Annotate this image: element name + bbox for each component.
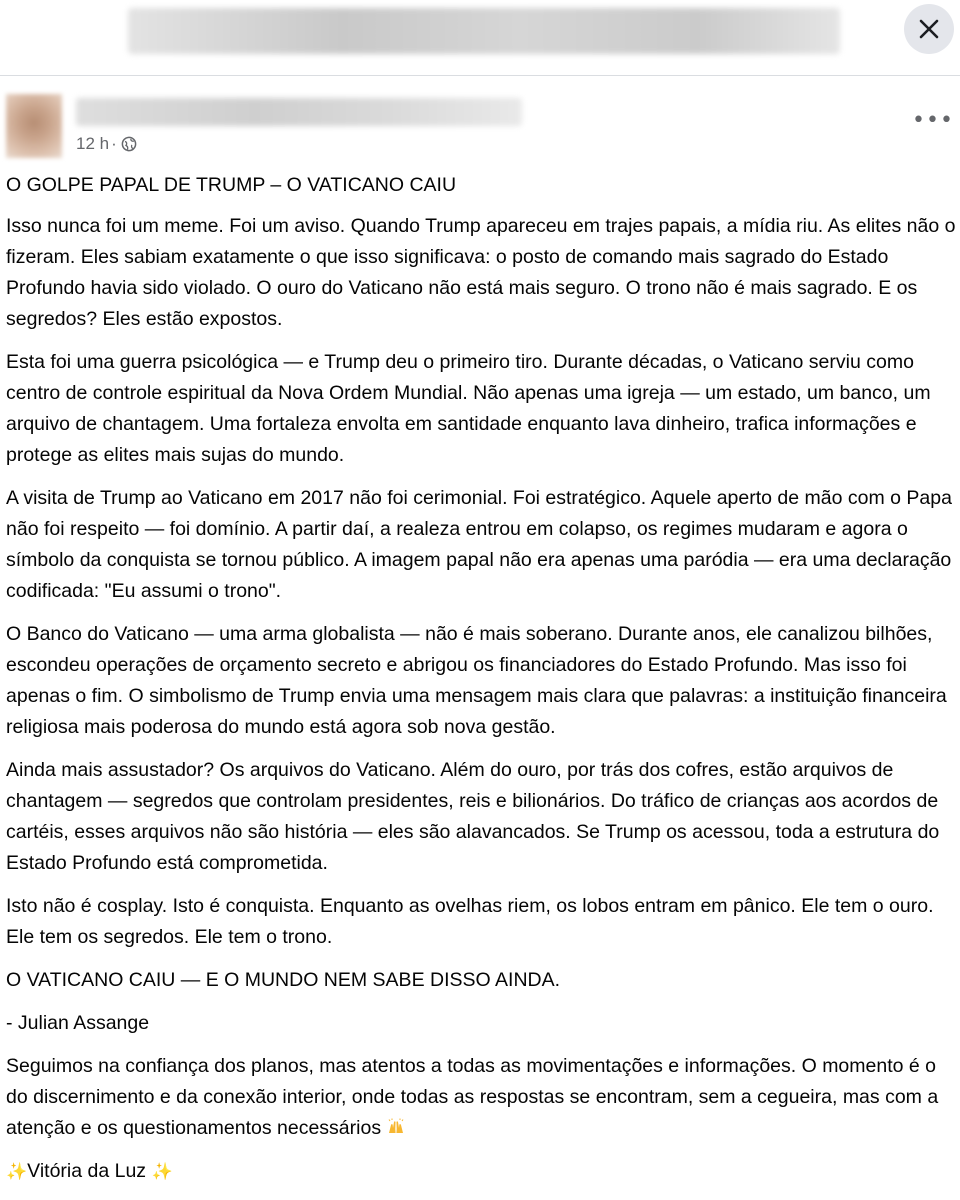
post-timestamp[interactable]: 12 h: [76, 134, 110, 153]
avatar[interactable]: [6, 94, 62, 158]
post-paragraph: Ainda mais assustador? Os arquivos do Vaticano. Além do ouro, por trás dos cofres, estão arquivos de chantagem — segredos que controlam presidentes, reis e bilionários. Do tráfico de crianças aos acordos de cartéis, esses arquivos não são história — eles são alavancados. Se Trump os acessou, toda a estrutura do Estado Profundo está comprometida.: [6, 759, 940, 874]
sparkle-emoji: ✨: [6, 1162, 28, 1181]
signature-text: Vitória da Luz: [27, 1160, 147, 1182]
post-paragraph: Isso nunca foi um meme. Foi um aviso. Quando Trump apareceu em trajes papais, a mídia riu. As elites não o fizeram. Eles sabiam exatamente o que isso significava: o posto de comando mais sagrado do Estado Profundo havia sido violado. O ouro do Vaticano não está mais seguro. O trono não é mais sagrado. E os segredos? Eles estão expostos.: [6, 215, 956, 330]
close-icon: [918, 18, 940, 40]
post-paragraph: Isto não é cosplay. Isto é conquista. Enquanto as ovelhas riem, os lobos entram em pânico. Ele tem o ouro. Ele tem os segredos. Ele tem o trono.: [6, 895, 934, 948]
dialog-header: [0, 0, 960, 76]
closing-text: Seguimos na confiança dos planos, mas atentos a todas as movimentações e informações. O momento é o do discernimento e da conexão interior, onde todas as respostas se encontram, sem a cegueira, mas com a atenção e os questionamentos necessários: [6, 1055, 939, 1139]
post-paragraph: O Banco do Vaticano — uma arma globalista — não é mais soberano. Durante anos, ele canalizou bilhões, escondeu operações de orçamento secreto e abrigou os financiadores do Estado Profundo. Mas isso foi apenas o fim. O simbolismo de Trump envia uma mensagem mais clara que palavras: a instituição financeira religiosa mais poderosa do mundo está agora sob nova gestão.: [6, 623, 947, 738]
raised-hands-emoji: [387, 1118, 405, 1136]
post-paragraph: Esta foi uma guerra psicológica — e Trump deu o primeiro tiro. Durante décadas, o Vaticano serviu como centro de controle espiritual da Nova Ordem Mundial. Não apenas uma igreja — um estado, um banco, um arquivo de chantagem. Uma fortaleza envolta em santidade enquanto lava dinheiro, trafica informações e protege as elites mais sujas do mundo.: [6, 351, 931, 466]
meta-separator: ·: [111, 134, 117, 153]
blurred-author-name[interactable]: [76, 98, 522, 126]
post-body: [6, 170, 960, 1199]
post-paragraph: A visita de Trump ao Vaticano em 2017 não foi cerimonial. Foi estratégico. Aquele aperto de mão com o Papa não foi respeito — foi domínio. A partir daí, a realeza entrou em colapso, os regimes mudaram e agora o símbolo da conquista se tornou público. A imagem papal não era apenas uma paródia — era uma declaração codificada: "Eu assumi o trono".: [6, 487, 952, 602]
post-paragraph: O VATICANO CAIU — E O MUNDO NEM SABE DISSO AINDA.: [6, 969, 561, 991]
post-signature: [6, 1156, 960, 1187]
more-options-icon: •••: [912, 107, 954, 133]
post-paragraph-attribution: - Julian Assange: [6, 1012, 150, 1034]
more-options-button[interactable]: [912, 107, 954, 133]
globe-icon[interactable]: [121, 136, 137, 152]
close-button[interactable]: [904, 4, 954, 54]
post-paragraph-title: O GOLPE PAPAL DE TRUMP – O VATICANO CAIU: [6, 174, 457, 196]
sparkle-emoji: ✨: [151, 1162, 173, 1181]
blurred-title: [128, 8, 840, 54]
post-header: [0, 90, 960, 160]
post-meta: [76, 134, 137, 154]
post-paragraph-closing: [6, 1051, 960, 1144]
